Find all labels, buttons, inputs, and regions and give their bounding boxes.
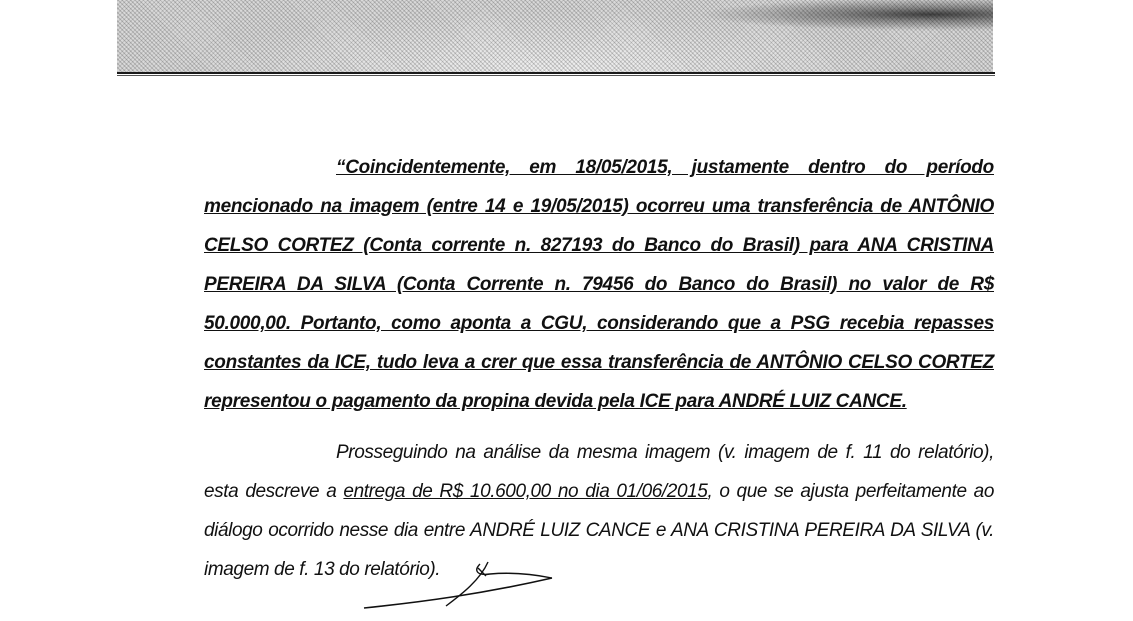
header-rule-thin <box>117 75 995 76</box>
body-paragraph-underlined: entrega de R$ 10.600,00 no dia 01/06/2015 <box>343 481 708 502</box>
body-paragraph-text-start: Prosseguindo na análise da mesma imagem (v. imagem de f. 11 do relatório), esta descreve a <box>204 442 994 502</box>
handwritten-signature <box>362 556 562 616</box>
header-rule <box>117 72 995 74</box>
body-paragraph <box>204 433 994 589</box>
header-halftone-band <box>117 0 993 72</box>
body-paragraph-text-end: , o que se ajusta perfeitamente ao diálogo ocorrido nesse dia entre ANDRÉ LUIZ CANCE e ANA CRISTINA PEREIRA DA SILVA (v. imagem de f. 13 do relatório). <box>204 481 994 580</box>
quoted-paragraph: “Coincidentemente, em 18/05/2015, justamente dentro do período mencionado na imagem (entre 14 e 19/05/2015) ocorreu uma transferência de ANTÔNIO CELSO CORTEZ (Conta corrente n. 827193 do Banco do Brasil) para ANA CRISTINA PEREIRA DA SILVA (Conta Corrente n. 79456 do Banco do Brasil) no valor de R$ 50.000,00. Portanto, como aponta a CGU, considerando que a PSG recebia repasses constantes da ICE, tudo leva a crer que essa transferência de ANTÔNIO CELSO CORTEZ representou o pagamento da propina devida pela ICE para ANDRÉ LUIZ CANCE. <box>204 157 994 412</box>
document-body <box>204 148 994 589</box>
